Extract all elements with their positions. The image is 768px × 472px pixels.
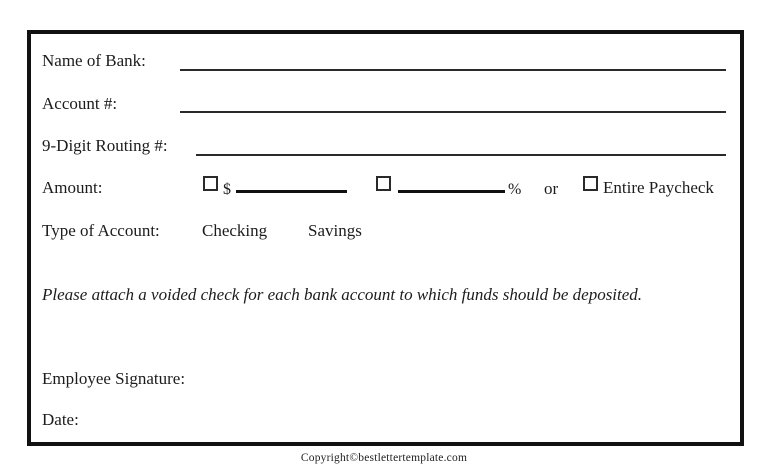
dollar-amount-checkbox[interactable] [203,176,218,191]
account-type-label: Type of Account: [42,221,160,240]
voided-check-note: Please attach a voided check for each bank account to which funds should be deposited. [42,285,643,304]
amount-label: Amount: [42,178,103,197]
or-label: or [544,179,559,198]
copyright-text: Copyright©bestlettertemplate.com [300,452,468,464]
dollar-amount-field-line[interactable] [236,190,347,193]
routing-number-field-line[interactable] [196,154,726,156]
percent-amount-field-line[interactable] [398,190,505,193]
date-label: Date: [42,410,79,429]
account-number-field-line[interactable] [180,111,726,113]
bank-name-field-line[interactable] [180,69,726,71]
employee-signature-label: Employee Signature: [42,369,186,388]
percent-sign: % [508,181,522,198]
routing-number-label: 9-Digit Routing #: [42,136,168,155]
entire-paycheck-checkbox[interactable] [583,176,598,191]
account-number-label: Account #: [42,94,118,113]
account-type-option-checking[interactable]: Checking [202,221,268,240]
dollar-sign: $ [223,181,231,198]
entire-paycheck-label: Entire Paycheck [603,178,714,197]
bank-name-label: Name of Bank: [42,51,146,70]
account-type-option-savings[interactable]: Savings [308,221,362,240]
percent-amount-checkbox[interactable] [376,176,391,191]
